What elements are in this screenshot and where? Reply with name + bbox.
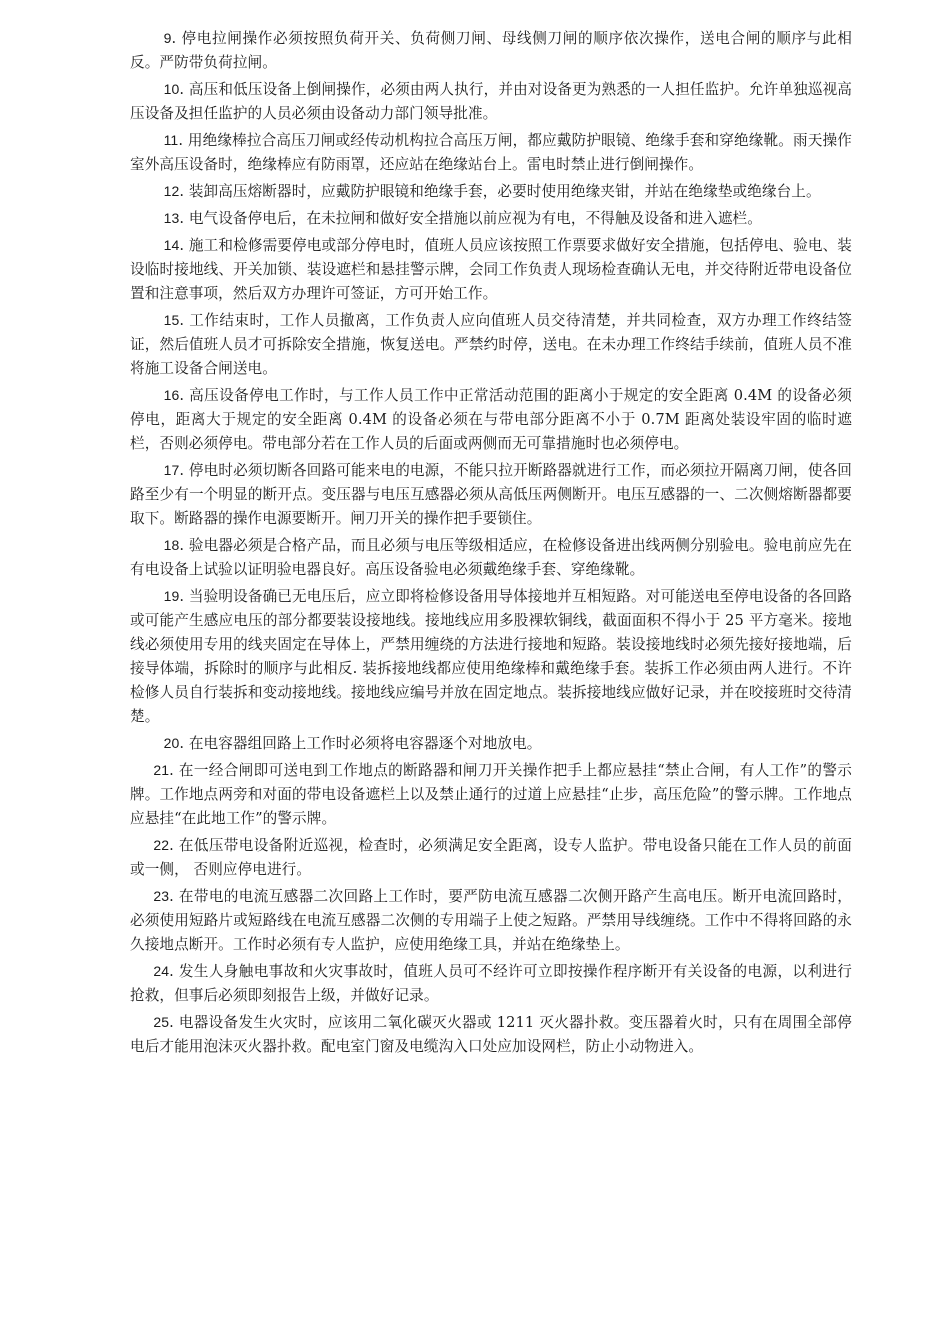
item-text: . 装卸高压熔断器时，应戴防护眼镜和绝缘手套，必要时使用绝缘夹钳，并站在绝缘垫或绝缘台上。 bbox=[179, 183, 821, 200]
item-number: 15 bbox=[163, 312, 180, 328]
rule-item-19 bbox=[130, 584, 852, 729]
item-text: . 验电器必须是合格产品，而且必须与电压等级相适应，在检修设备进出线两侧分别验电。验电前应先在有电设备上试验以证明验电器良好。高压设备验电必须戴绝缘手套、穿绝缘靴。 bbox=[130, 537, 852, 578]
item-number: 21 bbox=[153, 762, 170, 778]
item-number: 10 bbox=[163, 81, 180, 97]
item-text: . 发生人身触电事故和火灾事故时，值班人员可不经许可立即按操作程序断开有关设备的电源，以利进行抢救，但事后必须即刻报告上级，并做好记录。 bbox=[130, 963, 852, 1004]
rule-item-11 bbox=[130, 128, 852, 177]
item-number: 24 bbox=[153, 963, 170, 979]
rule-item-22 bbox=[130, 833, 852, 882]
rule-item-17 bbox=[130, 458, 852, 531]
item-number: 25 bbox=[153, 1014, 170, 1030]
item-number: 14 bbox=[163, 237, 180, 253]
rule-item-12 bbox=[130, 179, 852, 204]
item-number: 19 bbox=[163, 588, 180, 604]
item-text: . 高压和低压设备上倒闸操作，必须由两人执行，并由对设备更为熟悉的一人担任监护。允许单独巡视高压设备及担任监护的人员必须由设备动力部门领导批准。 bbox=[130, 81, 852, 122]
item-number: 13 bbox=[163, 210, 180, 226]
item-text: . 电器设备发生火灾时，应该用二氧化碳灭火器或 1211 灭火器扑救。变压器着火时，只有在周围全部停电后才能用泡沫灭火器扑救。配电室门窗及电缆沟入口处应加设网栏，防止小动物进入。 bbox=[130, 1014, 852, 1055]
rule-item-15 bbox=[130, 308, 852, 381]
rule-item-16 bbox=[130, 383, 852, 456]
item-text: . 工作结束时，工作人员撤离，工作负责人应向值班人员交待清楚，并共同检查，双方办理工作终结签证，然后值班人员才可拆除安全措施，恢复送电。严禁约时停，送电。在未办理工作终结手续前，值班人员不准将施工设备合闸送电。 bbox=[130, 312, 852, 377]
item-number: 11 bbox=[163, 132, 179, 148]
item-number: 9 bbox=[163, 30, 172, 46]
rule-item-20 bbox=[130, 731, 852, 756]
item-text: . 停电时必须切断各回路可能来电的电源，不能只拉开断路器就进行工作，而必须拉开隔离刀闸，使各回路至少有一个明显的断开点。变压器与电压互感器必须从高低压两侧断开。电压互感器的一、二次侧熔断器都要取下。断路器的操作电源要断开。闸刀开关的操作把手要锁住。 bbox=[130, 462, 852, 527]
document-page bbox=[130, 26, 852, 1061]
item-text: . 施工和检修需要停电或部分停电时，值班人员应该按照工作票要求做好安全措施，包括停电、验电、装设临时接地线、开关加锁、装设遮栏和悬挂警示牌，会同工作负责人现场检查确认无电，并交待附近带电设备位置和注意事项，然后双方办理许可签证，方可开始工作。 bbox=[130, 237, 852, 302]
item-text: . 在电容器组回路上工作时必须将电容器逐个对地放电。 bbox=[179, 735, 542, 752]
item-number: 23 bbox=[153, 888, 170, 904]
rule-item-14 bbox=[130, 233, 852, 306]
item-text: . 高压设备停电工作时，与工作人员工作中正常活动范围的距离小于规定的安全距离 0.4M 的设备必须停电，距离大于规定的安全距离 0.4M 的设备必须在与带电部分距离不小于 0.7M 距离处装设牢固的临时遮栏，否则必须停电。带电部分若在工作人员的后面或两侧而无可靠措施时也必须停电。 bbox=[130, 387, 852, 452]
rule-item-23 bbox=[130, 884, 852, 957]
item-number: 20 bbox=[163, 735, 180, 751]
item-number: 16 bbox=[163, 387, 180, 403]
item-text: . 当验明设备确已无电压后，应立即将检修设备用导体接地并互相短路。对可能送电至停电设备的各回路或可能产生感应电压的部分都要装设接地线。接地线应用多股裸软铜线，截面面积不得小于 25 平方毫米。接地线必须使用专用的线夹固定在导体上，严禁用缠绕的方法进行接地和短路。装设接地线时必须先接好接地端，后接导体端，拆除时的顺序与此相反. 装拆接地线都应使用绝缘棒和戴绝缘手套。装拆工作必须由两人进行。不许检修人员自行装拆和变动接地线。接地线应编号并放在固定地点。装拆接地线应做好记录，并在咬接班时交待清楚。 bbox=[130, 588, 852, 725]
item-text: . 在低压带电设备附近巡视，检查时，必须满足安全距离，设专人监护。带电设备只能在工作人员的前面或一侧， 否则应停电进行。 bbox=[130, 837, 852, 878]
rule-item-18 bbox=[130, 533, 852, 582]
item-number: 17 bbox=[163, 462, 180, 478]
rule-item-13 bbox=[130, 206, 852, 231]
item-text: . 在带电的电流互感器二次回路上工作时，要严防电流互感器二次侧开路产生高电压。断开电流回路时，必须使用短路片或短路线在电流互感器二次侧的专用端子上使之短路。严禁用导线缠绕。工作中不得将回路的永久接地点断开。工作时必须有专人监护，应使用绝缘工具，并站在绝缘垫上。 bbox=[130, 888, 852, 953]
item-text: . 在一经合闸即可送电到工作地点的断路器和闸刀开关操作把手上都应悬挂“禁止合闸，有人工作”的警示牌。工作地点两旁和对面的带电设备遮栏上以及禁止通行的过道上应悬挂“止步，高压危险”的警示牌。工作地点应悬挂“在此地工作”的警示牌。 bbox=[130, 762, 852, 827]
item-text: . 用绝缘棒拉合高压刀闸或经传动机构拉合高压万闸，都应戴防护眼镜、绝缘手套和穿绝缘靴。雨天操作室外高压设备时，绝缘棒应有防雨罩，还应站在绝缘站台上。雷电时禁止进行倒闸操作。 bbox=[130, 132, 852, 173]
rule-item-9 bbox=[130, 26, 852, 75]
rule-item-21 bbox=[130, 758, 852, 831]
rule-item-24 bbox=[130, 959, 852, 1008]
rule-item-10 bbox=[130, 77, 852, 126]
item-number: 18 bbox=[163, 537, 180, 553]
item-text: . 电气设备停电后，在未拉闸和做好安全措施以前应视为有电，不得触及设备和进入遮栏。 bbox=[179, 210, 762, 227]
item-number: 12 bbox=[163, 183, 180, 199]
item-text: . 停电拉闸操作必须按照负荷开关、负荷侧刀闸、母线侧刀闸的顺序依次操作，送电合闸的顺序与此相反。严防带负荷拉闸。 bbox=[130, 30, 852, 71]
item-number: 22 bbox=[153, 837, 170, 853]
rule-item-25 bbox=[130, 1010, 852, 1059]
